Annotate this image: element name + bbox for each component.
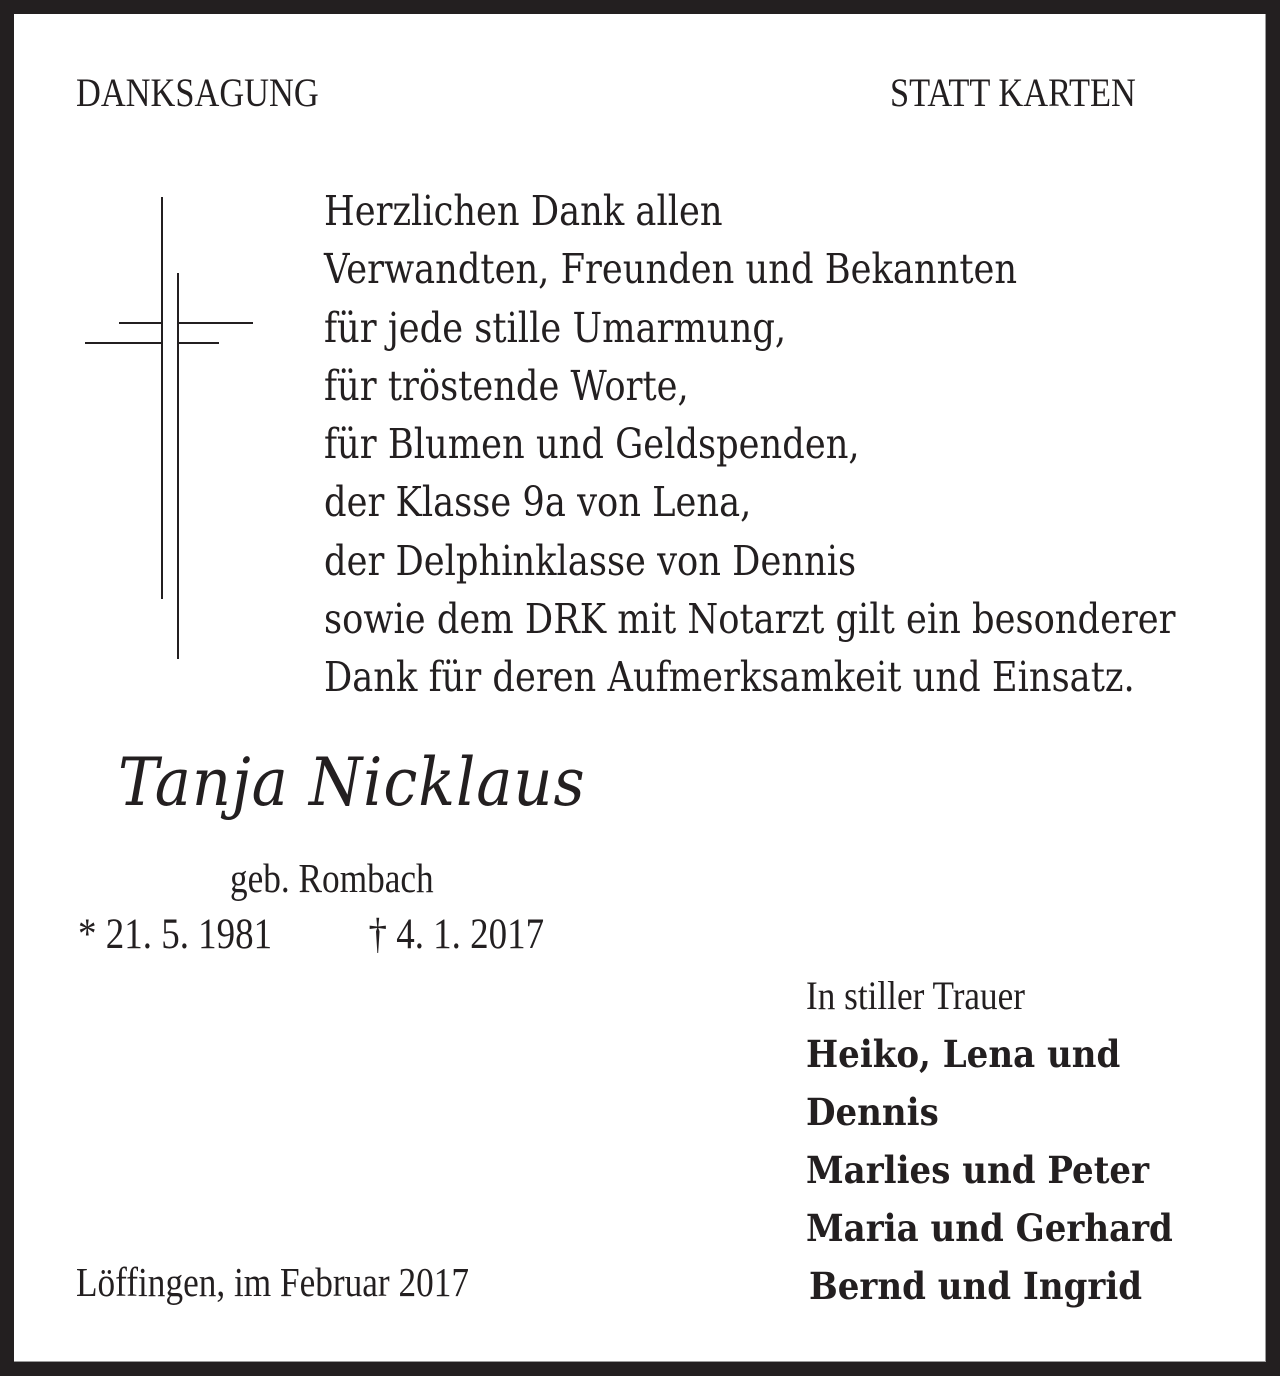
thanks-line: Verwandten, Freunden und Bekannten bbox=[324, 245, 1018, 294]
mourner-line: Heiko, Lena und bbox=[806, 1032, 1121, 1076]
mourning-intro: In stiller Trauer bbox=[806, 973, 1026, 1018]
cross-icon bbox=[0, 0, 300, 700]
obituary-card bbox=[14, 14, 1266, 1362]
place-and-date: Löffingen, im Februar 2017 bbox=[76, 1259, 470, 1305]
death-date: † 4. 1. 2017 bbox=[368, 911, 545, 958]
birth-date: * 21. 5. 1981 bbox=[78, 911, 273, 958]
mourner-line: Bernd und Ingrid bbox=[809, 1264, 1143, 1308]
mourner-line: Marlies und Peter bbox=[806, 1148, 1150, 1192]
maiden-name: geb. Rombach bbox=[230, 855, 434, 901]
mourners-block bbox=[806, 967, 1205, 1315]
thanks-line: der Delphinklasse von Dennis bbox=[324, 536, 857, 585]
thanks-line: für tröstende Worte, bbox=[324, 361, 689, 410]
thanks-line: der Klasse 9a von Lena, bbox=[324, 478, 752, 527]
thanks-text bbox=[324, 182, 1280, 707]
header-instead-of-cards: STATT KARTEN bbox=[890, 70, 1136, 115]
mourner-line: Dennis bbox=[806, 1090, 939, 1134]
mourner-line: Maria und Gerhard bbox=[806, 1206, 1173, 1250]
thanks-line: für jede stille Umarmung, bbox=[324, 303, 787, 352]
thanks-line: für Blumen und Geldspenden, bbox=[324, 420, 860, 469]
deceased-name: Tanja Nicklaus bbox=[118, 744, 586, 821]
thanks-line: sowie dem DRK mit Notarzt gilt ein besonderer bbox=[324, 595, 1176, 644]
thanks-line: Dank für deren Aufmerksamkeit und Einsatz. bbox=[324, 653, 1135, 702]
thanks-line: Herzlichen Dank allen bbox=[324, 187, 723, 235]
life-dates bbox=[78, 910, 544, 959]
header-thanks: DANKSAGUNG bbox=[76, 70, 319, 115]
